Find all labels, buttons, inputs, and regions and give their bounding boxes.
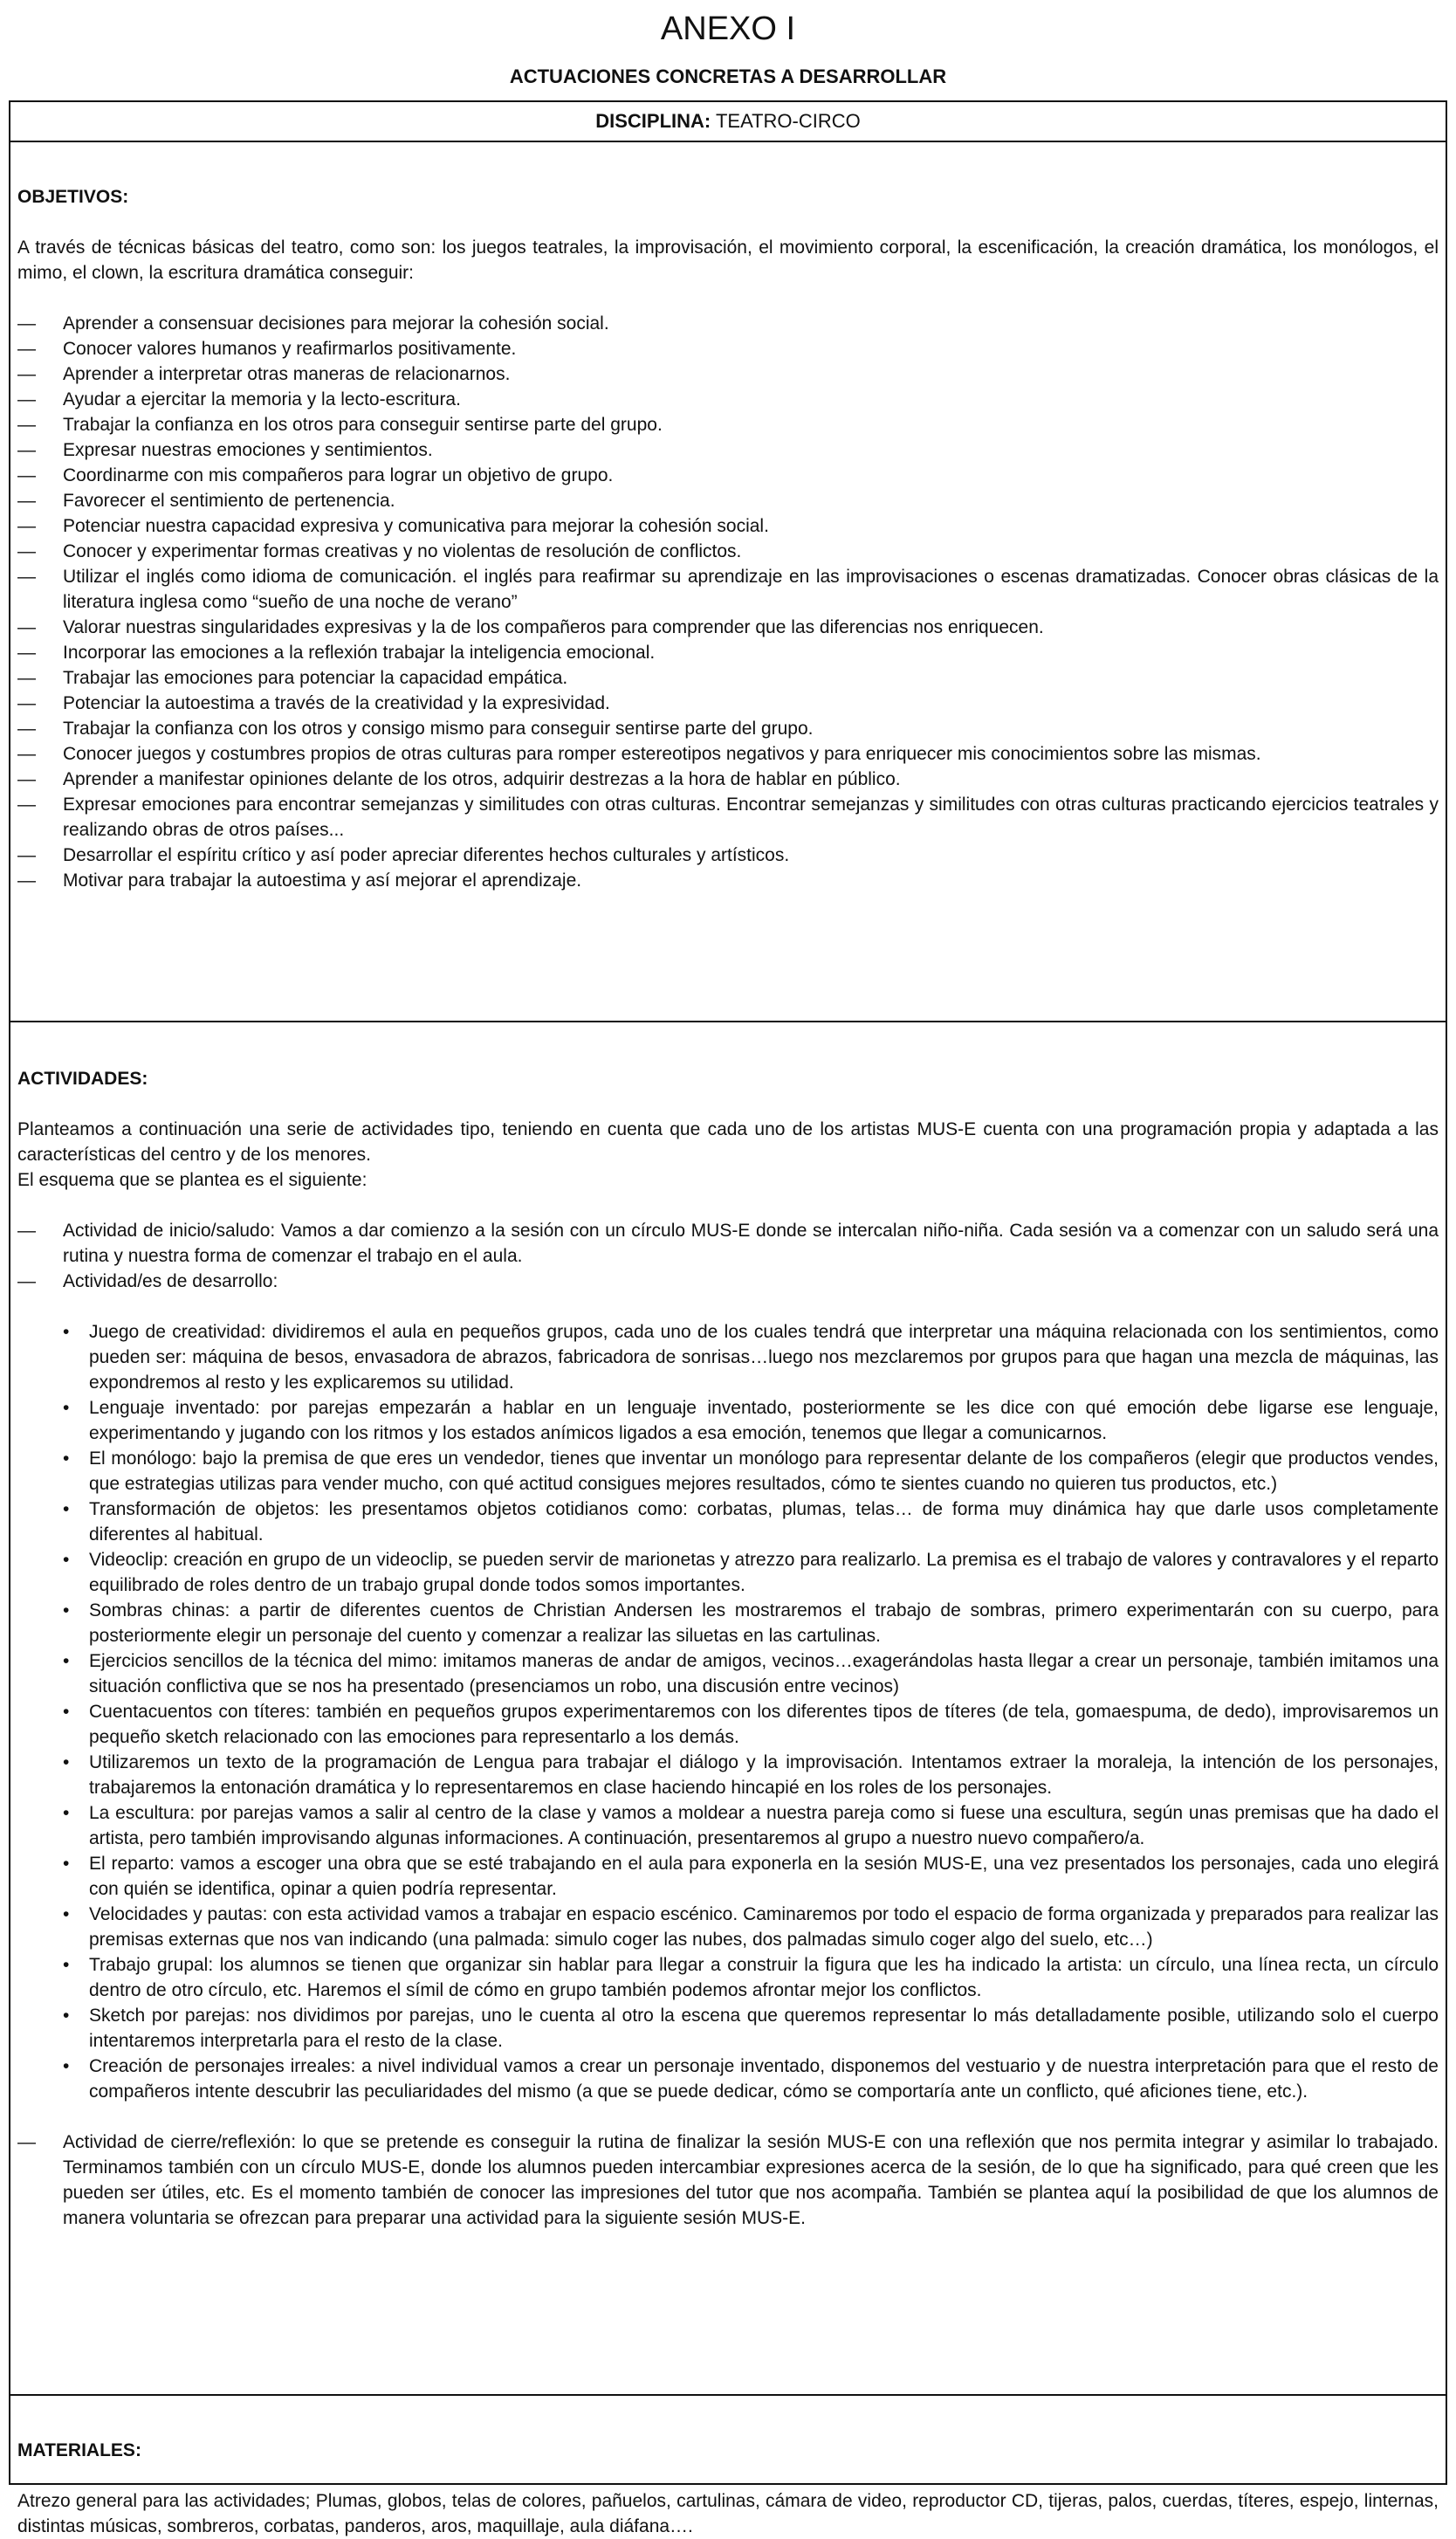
- list-item: [17, 1446, 1439, 1497]
- list-item: [17, 640, 1439, 665]
- dash-marker: —: [17, 339, 36, 359]
- dash-marker: —: [17, 1271, 36, 1291]
- actividad-desarrollo-item: Trabajo grupal: los alumnos se tienen que organizar sin hablar para llegar a construir la figura que les ha indicado la artista: un círculo, una línea recta, un círculo dentro de otro círculo, etc. Haremos el símil de cómo en grupo también podemos afrontar mejor los conflictos.: [89, 1955, 1439, 2000]
- actividades-phase-list: [17, 1218, 1439, 1294]
- objetivo-text: Expresar emociones para encontrar semejanzas y similitudes con otras culturas. Encontrar semejanzas y similitudes con otras culturas practicando ejercicios teatrales y realizando obras de otros países...: [63, 795, 1439, 840]
- list-item: [17, 2003, 1439, 2054]
- actividad-desarrollo-item: El monólogo: bajo la premisa de que eres un vendedor, tienes que inventar un monólogo para representar delante de los compañeros (elegir que productos vendes, que estrategias utilizas para vender mucho, con qué actitud consigues mejores resultados, cómo te sientes cuando no quieren tus productos, etc.): [89, 1448, 1439, 1494]
- dash-marker: —: [17, 389, 36, 409]
- dash-marker: —: [17, 415, 36, 435]
- actividad-desarrollo-item: La escultura: por parejas vamos a salir al centro de la clase y vamos a moldear a nuestra pareja como si fuese una escultura, según unas premisas que ha dado el artista, pero también improvisando algunas informaciones. A continuación, presentaremos al grupo a nuestro nuevo compañero/a.: [89, 1803, 1439, 1848]
- list-item: [17, 1699, 1439, 1750]
- objetivo-text: Ayudar a ejercitar la memoria y la lecto-escritura.: [63, 389, 461, 409]
- dash-marker: —: [17, 870, 36, 891]
- bullet-marker: •: [63, 1448, 70, 1469]
- materiales-section: [10, 2396, 1446, 2539]
- dash-marker: —: [17, 719, 36, 739]
- bullet-marker: •: [63, 1955, 70, 1975]
- list-item: [17, 1902, 1439, 1952]
- dash-marker: —: [17, 364, 36, 384]
- list-item: [17, 615, 1439, 640]
- bullet-marker: •: [63, 1398, 70, 1418]
- dash-marker: —: [17, 491, 36, 511]
- objetivo-text: Coordinarme con mis compañeros para lograr un objetivo de grupo.: [63, 465, 614, 485]
- dash-marker: —: [17, 668, 36, 688]
- list-item: [17, 1851, 1439, 1902]
- actividad-desarrollo-item: Transformación de objetos: les presentamos objetos cotidianos como: corbatas, plumas, telas… de forma muy dinámica hay que darle usos completamente diferentes al habitual.: [89, 1499, 1439, 1545]
- list-item: [17, 361, 1439, 387]
- bullet-marker: •: [63, 1550, 70, 1570]
- objetivo-text: Motivar para trabajar la autoestima y así mejorar el aprendizaje.: [63, 870, 582, 891]
- dash-marker: —: [17, 845, 36, 865]
- list-item: [17, 412, 1439, 437]
- list-item: [17, 463, 1439, 488]
- discipline-value: TEATRO-CIRCO: [715, 110, 861, 132]
- list-item: [17, 564, 1439, 615]
- actividad-desarrollo-item: Utilizaremos un texto de la programación de Lengua para trabajar el diálogo y la improvisación. Intentamos extraer la moraleja, la intención de los personajes, trabajaremos la entonación dramática y lo representaremos en clase haciendo hincapié en los roles de los personajes.: [89, 1752, 1439, 1798]
- list-item: [17, 792, 1439, 843]
- actividad-desarrollo-item: Ejercicios sencillos de la técnica del mimo: imitamos maneras de andar de amigos, vecinos…exagerándolas hasta llegar a crear un personaje, también imitamos una situación conflictiva que se nos ha presentado (presenciamos un robo, una discusión entre vecinos): [89, 1651, 1439, 1696]
- actividad-desarrollo-item: Cuentacuentos con títeres: también en pequeños grupos experimentaremos con los diferentes tipos de títeres (de tela, gomaespuma, de dedo), improvisaremos un pequeño sketch relacionado con las emociones para representarlo a los demás.: [89, 1702, 1439, 1747]
- list-item: [17, 843, 1439, 868]
- actividad-desarrollo-item: Creación de personajes irreales: a nivel individual vamos a crear un personaje inventado, disponemos del vestuario y de nuestra interpretación para que el resto de compañeros intente descubrir las peculiaridades del mismo (a que se puede dedicar, cómo se comportaría ante un conflicto, qué aficiones tiene, etc.).: [89, 2056, 1439, 2102]
- dash-marker: —: [17, 516, 36, 536]
- objetivo-text: Incorporar las emociones a la reflexión trabajar la inteligencia emocional.: [63, 643, 656, 663]
- list-item: [17, 336, 1439, 361]
- list-item: [17, 1218, 1439, 1269]
- dash-marker: —: [17, 769, 36, 789]
- list-item: [17, 665, 1439, 691]
- list-item: [17, 1952, 1439, 2003]
- list-item: [17, 437, 1439, 463]
- dash-marker: —: [17, 643, 36, 663]
- dash-marker: —: [17, 693, 36, 713]
- objetivo-text: Conocer y experimentar formas creativas y no violentas de resolución de conflictos.: [63, 541, 742, 561]
- dash-marker: —: [17, 440, 36, 460]
- objetivo-text: Aprender a manifestar opiniones delante de los otros, adquirir destrezas a la hora de hablar en público.: [63, 769, 901, 789]
- actividad-desarrollo-item: Sketch por parejas: nos dividimos por parejas, uno le cuenta al otro la escena que queremos representar lo más detalladamente posible, utilizando solo el cuerpo intentaremos interpretarla para el resto de la clase.: [89, 2006, 1439, 2051]
- bullet-marker: •: [63, 1702, 70, 1722]
- materiales-heading: MATERIALES:: [17, 2440, 141, 2460]
- list-item: [17, 1547, 1439, 1598]
- objetivo-text: Trabajar la confianza en los otros para conseguir sentirse parte del grupo.: [63, 415, 663, 435]
- list-item: [17, 1497, 1439, 1547]
- bullet-marker: •: [63, 1752, 70, 1772]
- actividad-desarrollo-item: Lenguaje inventado: por parejas empezarán a hablar en un lenguaje inventado, posteriormente se les dice con qué emoción debe ligarse ese lenguaje, experimentando y jugando con los ritmos y los estados anímicos ligados a esa emoción, tenemos que llegar a comunicarnos.: [89, 1398, 1439, 1443]
- list-item: [17, 868, 1439, 893]
- objetivo-text: Valorar nuestras singularidades expresivas y la de los compañeros para comprender que las diferencias nos enriquecen.: [63, 617, 1044, 637]
- actividad-desarrollo-item: Velocidades y pautas: con esta actividad vamos a trabajar en espacio escénico. Caminaremos por todo el espacio de forma organizada y preparados para realizar las premisas externas que nos van indicando (una palmada: simulo coger las nubes, dos palmadas simulo coger algo del suelo, etc…): [89, 1904, 1439, 1950]
- bullet-marker: •: [63, 2006, 70, 2026]
- dash-marker: —: [17, 744, 36, 764]
- list-item: [17, 539, 1439, 564]
- list-item: [17, 2054, 1439, 2104]
- bullet-marker: •: [63, 1600, 70, 1620]
- dash-marker: —: [17, 1221, 36, 1241]
- list-item: [17, 1648, 1439, 1699]
- list-item: [17, 1750, 1439, 1800]
- objetivos-intro: A través de técnicas básicas del teatro, como son: los juegos teatrales, la improvisación, el movimiento corporal, la escenificación, la creación dramática, los monólogos, el mimo, el clown, la escritura dramática conseguir:: [17, 237, 1439, 283]
- objetivo-text: Desarrollar el espíritu crítico y así poder apreciar diferentes hechos culturales y artísticos.: [63, 845, 790, 865]
- content-table: [9, 100, 1447, 2536]
- dash-marker: —: [17, 541, 36, 561]
- list-item: [17, 1269, 1439, 1294]
- objetivo-text: Conocer valores humanos y reafirmarlos positivamente.: [63, 339, 517, 359]
- objetivo-text: Aprender a consensuar decisiones para mejorar la cohesión social.: [63, 313, 609, 334]
- dash-marker: —: [17, 313, 36, 334]
- bullet-marker: •: [63, 1499, 70, 1519]
- objetivo-text: Favorecer el sentimiento de pertenencia.: [63, 491, 395, 511]
- actividades-heading: ACTIVIDADES:: [17, 1069, 148, 1089]
- list-item: [17, 716, 1439, 741]
- objetivo-text: Expresar nuestras emociones y sentimientos.: [63, 440, 433, 460]
- actividad-desarrollo-item: Juego de creatividad: dividiremos el aula en pequeños grupos, cada uno de los cuales tendrá que interpretar una máquina relacionada con los sentimientos, como pueden ser: máquina de besos, envasadora de abrazos, fabricadora de sonrisas…luego nos mezclaremos por grupos para que hagan una mezcla de máquinas, las expondremos al resto y les explicaremos su utilidad.: [89, 1322, 1439, 1393]
- actividad-desarrollo-item: Sombras chinas: a partir de diferentes cuentos de Christian Andersen les mostraremos el trabajo de sombras, primero experimentarán con su cuerpo, para posteriormente elegir un personaje del cuento y comenzar a realizar las siluetas en las cartulinas.: [89, 1600, 1439, 1646]
- list-item: [17, 2130, 1439, 2231]
- dash-marker: —: [17, 465, 36, 485]
- list-item: [17, 767, 1439, 792]
- actividades-section: [10, 1022, 1446, 2396]
- objetivos-heading: OBJETIVOS:: [17, 187, 129, 207]
- objetivos-list: [17, 311, 1439, 893]
- discipline-label: DISCIPLINA:: [595, 110, 711, 132]
- actividad-desarrollo-item: El reparto: vamos a escoger una obra que se esté trabajando en el aula para exponerla en la sesión MUS-E, una vez presentados los personajes, cada uno elegirá con quién se identifica, opinar a quien podría representar.: [89, 1854, 1439, 1899]
- actividad-cierre-text: Actividad de cierre/reflexión: lo que se pretende es conseguir la rutina de finalizar la sesión MUS-E con una reflexión que nos permita integrar y asimilar lo trabajado. Terminamos también con un círculo MUS-E, donde los alumnos pueden intercambiar expresiones acerca de la sesión, de lo que ha significado, para qué creen que les pueden ser útiles, etc. Es el momento también de conocer las impresiones del tutor que nos acompaña. También se plantea aquí la posibilidad de que los alumnos de manera voluntaria se ofrezcan para preparar una actividad para la siguiente sesión MUS-E.: [63, 2132, 1439, 2228]
- list-item: [17, 387, 1439, 412]
- list-item: [17, 1319, 1439, 1395]
- list-item: [17, 311, 1439, 336]
- bullet-marker: •: [63, 1651, 70, 1671]
- list-item: [17, 741, 1439, 767]
- bullet-marker: •: [63, 1854, 70, 1874]
- dash-marker: —: [17, 567, 36, 587]
- actividad-desarrollo-text: Actividad/es de desarrollo:: [63, 1271, 278, 1291]
- actividades-bullet-list: [17, 1319, 1439, 2104]
- dash-marker: —: [17, 2132, 36, 2152]
- bullet-marker: •: [63, 1322, 70, 1342]
- actividades-intro: Planteamos a continuación una serie de actividades tipo, teniendo en cuenta que cada uno de los artistas MUS-E cuenta con una programación propia y adaptada a las características del centro y de los menores.: [17, 1119, 1439, 1165]
- discipline-row: [10, 102, 1446, 142]
- objetivo-text: Potenciar nuestra capacidad expresiva y comunicativa para mejorar la cohesión social.: [63, 516, 769, 536]
- objetivo-text: Aprender a interpretar otras maneras de relacionarnos.: [63, 364, 511, 384]
- dash-marker: —: [17, 795, 36, 815]
- document-subtitle: ACTUACIONES CONCRETAS A DESARROLLAR: [509, 65, 947, 87]
- page-title: ANEXO I: [660, 10, 796, 47]
- bullet-marker: •: [63, 1904, 70, 1924]
- bullet-marker: •: [63, 2056, 70, 2076]
- list-item: [17, 1598, 1439, 1648]
- dash-marker: —: [17, 617, 36, 637]
- objetivo-text: Trabajar las emociones para potenciar la capacidad empática.: [63, 668, 568, 688]
- list-item: [17, 1395, 1439, 1446]
- bullet-marker: •: [63, 1803, 70, 1823]
- actividades-closing-list: [17, 2130, 1439, 2231]
- list-item: [17, 513, 1439, 539]
- objetivo-text: Trabajar la confianza con los otros y consigo mismo para conseguir sentirse parte del grupo.: [63, 719, 814, 739]
- actividad-desarrollo-item: Videoclip: creación en grupo de un videoclip, se pueden servir de marionetas y atrezzo para realizarlo. La premisa es el trabajo de valores y contravalores y el reparto equilibrado de roles dentro de un trabajo grupal donde todos somos importantes.: [89, 1550, 1439, 1595]
- actividad-inicio-text: Actividad de inicio/saludo: Vamos a dar comienzo a la sesión con un círculo MUS-E donde se intercalan niño-niña. Cada sesión va a comenzar con un saludo será una rutina y nuestra forma de comenzar el trabajo en el aula.: [63, 1221, 1439, 1266]
- materiales-text: Atrezo general para las actividades; Plumas, globos, telas de colores, pañuelos, cartulinas, cámara de video, reproductor CD, tijeras, palos, cuerdas, títeres, espejo, linternas, distintas músicas, sombreros, corbatas, panderos, aros, maquillaje, aula diáfana….: [17, 2491, 1439, 2536]
- objetivos-section: [10, 142, 1446, 1022]
- actividades-intro-scheme: El esquema que se plantea es el siguiente:: [17, 1170, 367, 1190]
- objetivo-text: Potenciar la autoestima a través de la creatividad y la expresividad.: [63, 693, 610, 713]
- objetivo-text: Conocer juegos y costumbres propios de otras culturas para romper estereotipos negativos y para enriquecer mis conocimientos sobre las mismas.: [63, 744, 1261, 764]
- list-item: [17, 691, 1439, 716]
- list-item: [17, 1800, 1439, 1851]
- list-item: [17, 488, 1439, 513]
- objetivo-text: Utilizar el inglés como idioma de comunicación. el inglés para reafirmar su aprendizaje en las improvisaciones o escenas dramatizadas. Conocer obras clásicas de la literatura inglesa como “sueño de una noche de verano”: [63, 567, 1439, 612]
